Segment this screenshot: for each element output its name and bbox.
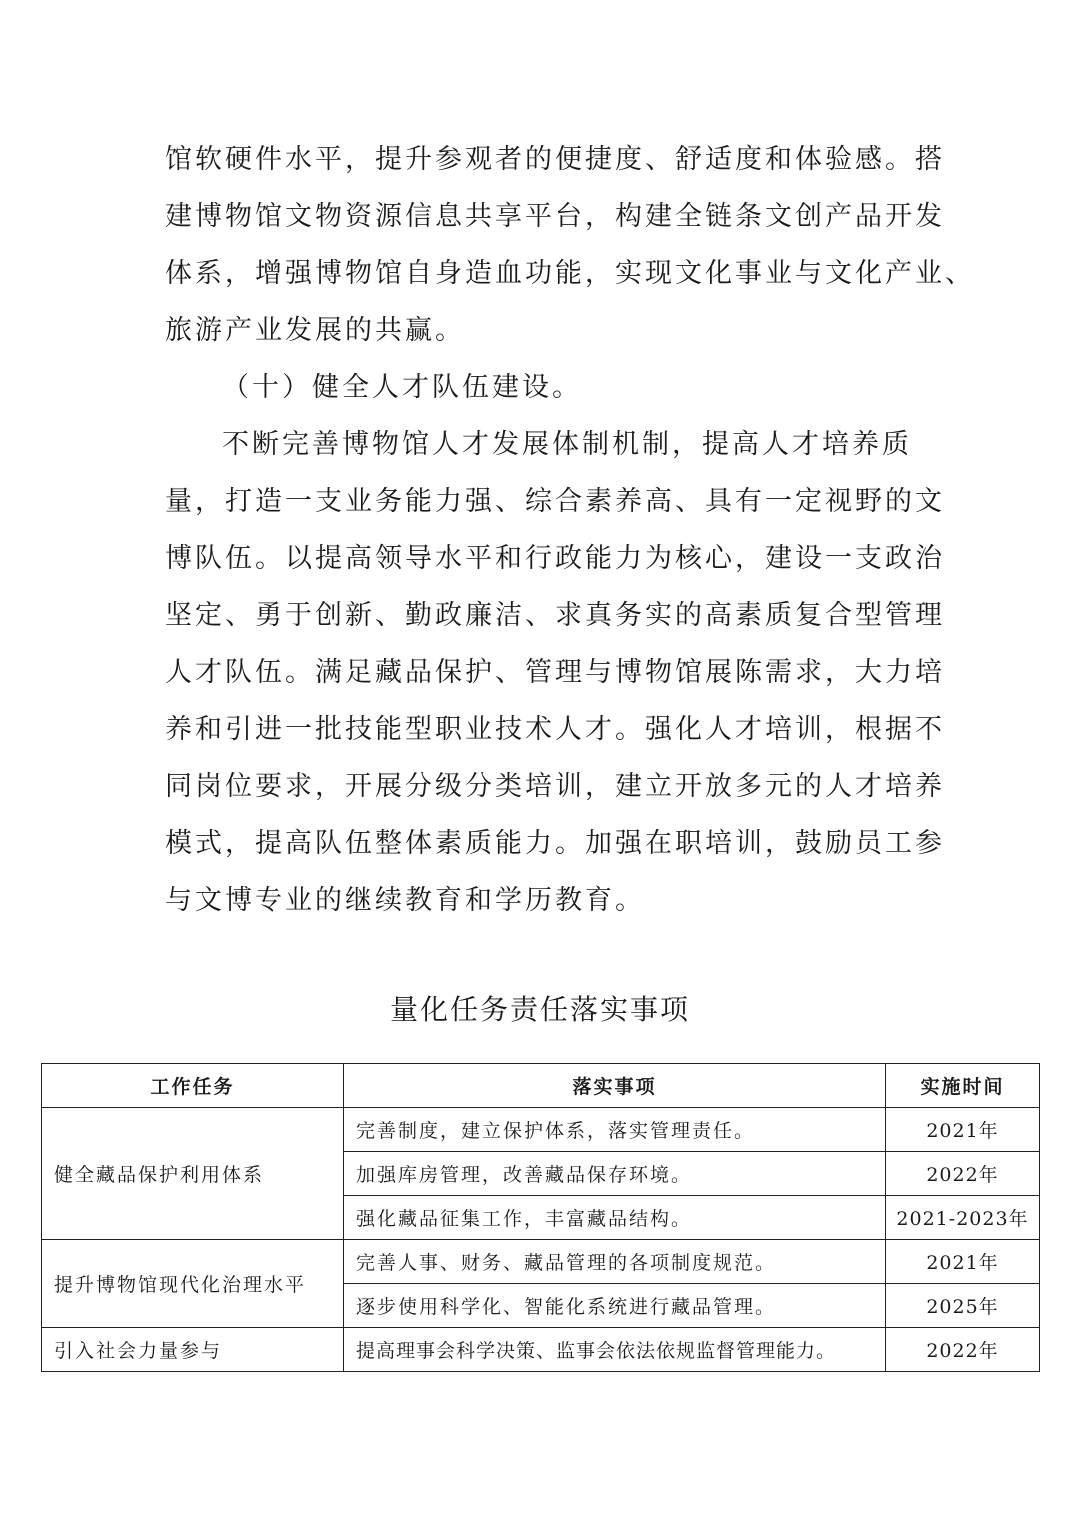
time-cell: 2022年 (886, 1328, 1040, 1372)
task-table (41, 1063, 1040, 1372)
table-header-row (42, 1064, 1040, 1108)
table-row (42, 1108, 1040, 1152)
paragraph-line: 养和引进一批技能型职业技术人才。强化人才培训，根据不 (165, 714, 945, 745)
item-cell: 提高理事会科学决策、监事会依法依规监督管理能力。 (344, 1328, 886, 1372)
paragraph-line: 同岗位要求，开展分级分类培训，建立开放多元的人才培养 (165, 771, 945, 802)
table-title: 量化任务责任落实事项 (389, 993, 690, 1026)
item-cell: 完善人事、财务、藏品管理的各项制度规范。 (344, 1240, 886, 1284)
paragraph-line: 量，打造一支业务能力强、综合素养高、具有一定视野的文 (165, 486, 945, 517)
time-cell: 2022年 (886, 1152, 1040, 1196)
task-cell: 提升博物馆现代化治理水平 (42, 1240, 344, 1328)
item-cell: 加强库房管理，改善藏品保存环境。 (344, 1152, 886, 1196)
header-item: 落实事项 (344, 1064, 886, 1108)
paragraph-line: 旅游产业发展的共赢。 (165, 315, 465, 346)
header-time: 实施时间 (886, 1064, 1040, 1108)
paragraph-line: 体系，增强博物馆自身造血功能，实现文化事业与文化产业、 (165, 258, 975, 289)
header-task: 工作任务 (42, 1064, 344, 1108)
paragraph-line: 不断完善博物馆人才发展体制机制，提高人才培养质 (222, 429, 912, 460)
table-row (42, 1328, 1040, 1372)
time-cell: 2021-2023年 (886, 1196, 1040, 1240)
task-cell: 引入社会力量参与 (42, 1328, 344, 1372)
item-cell: 逐步使用科学化、智能化系统进行藏品管理。 (344, 1284, 886, 1328)
paragraph-line: 模式，提高队伍整体素质能力。加强在职培训，鼓励员工参 (165, 828, 945, 859)
time-cell: 2021年 (886, 1108, 1040, 1152)
item-cell: 强化藏品征集工作，丰富藏品结构。 (344, 1196, 886, 1240)
table-row (42, 1240, 1040, 1284)
paragraph-line: 坚定、勇于创新、勤政廉洁、求真务实的高素质复合型管理 (165, 600, 945, 631)
section-heading: （十）健全人才队伍建设。 (222, 372, 582, 403)
paragraph-line: 博队伍。以提高领导水平和行政能力为核心，建设一支政治 (165, 543, 945, 574)
task-cell: 健全藏品保护利用体系 (42, 1108, 344, 1240)
paragraph-line: 馆软硬件水平，提升参观者的便捷度、舒适度和体验感。搭 (165, 144, 945, 175)
paragraph-line: 与文博专业的继续教育和学历教育。 (165, 885, 645, 916)
time-cell: 2025年 (886, 1284, 1040, 1328)
time-cell: 2021年 (886, 1240, 1040, 1284)
paragraph-line: 人才队伍。满足藏品保护、管理与博物馆展陈需求，大力培 (165, 657, 945, 688)
item-cell: 完善制度，建立保护体系，落实管理责任。 (344, 1108, 886, 1152)
paragraph-line: 建博物馆文物资源信息共享平台，构建全链条文创产品开发 (165, 201, 945, 232)
